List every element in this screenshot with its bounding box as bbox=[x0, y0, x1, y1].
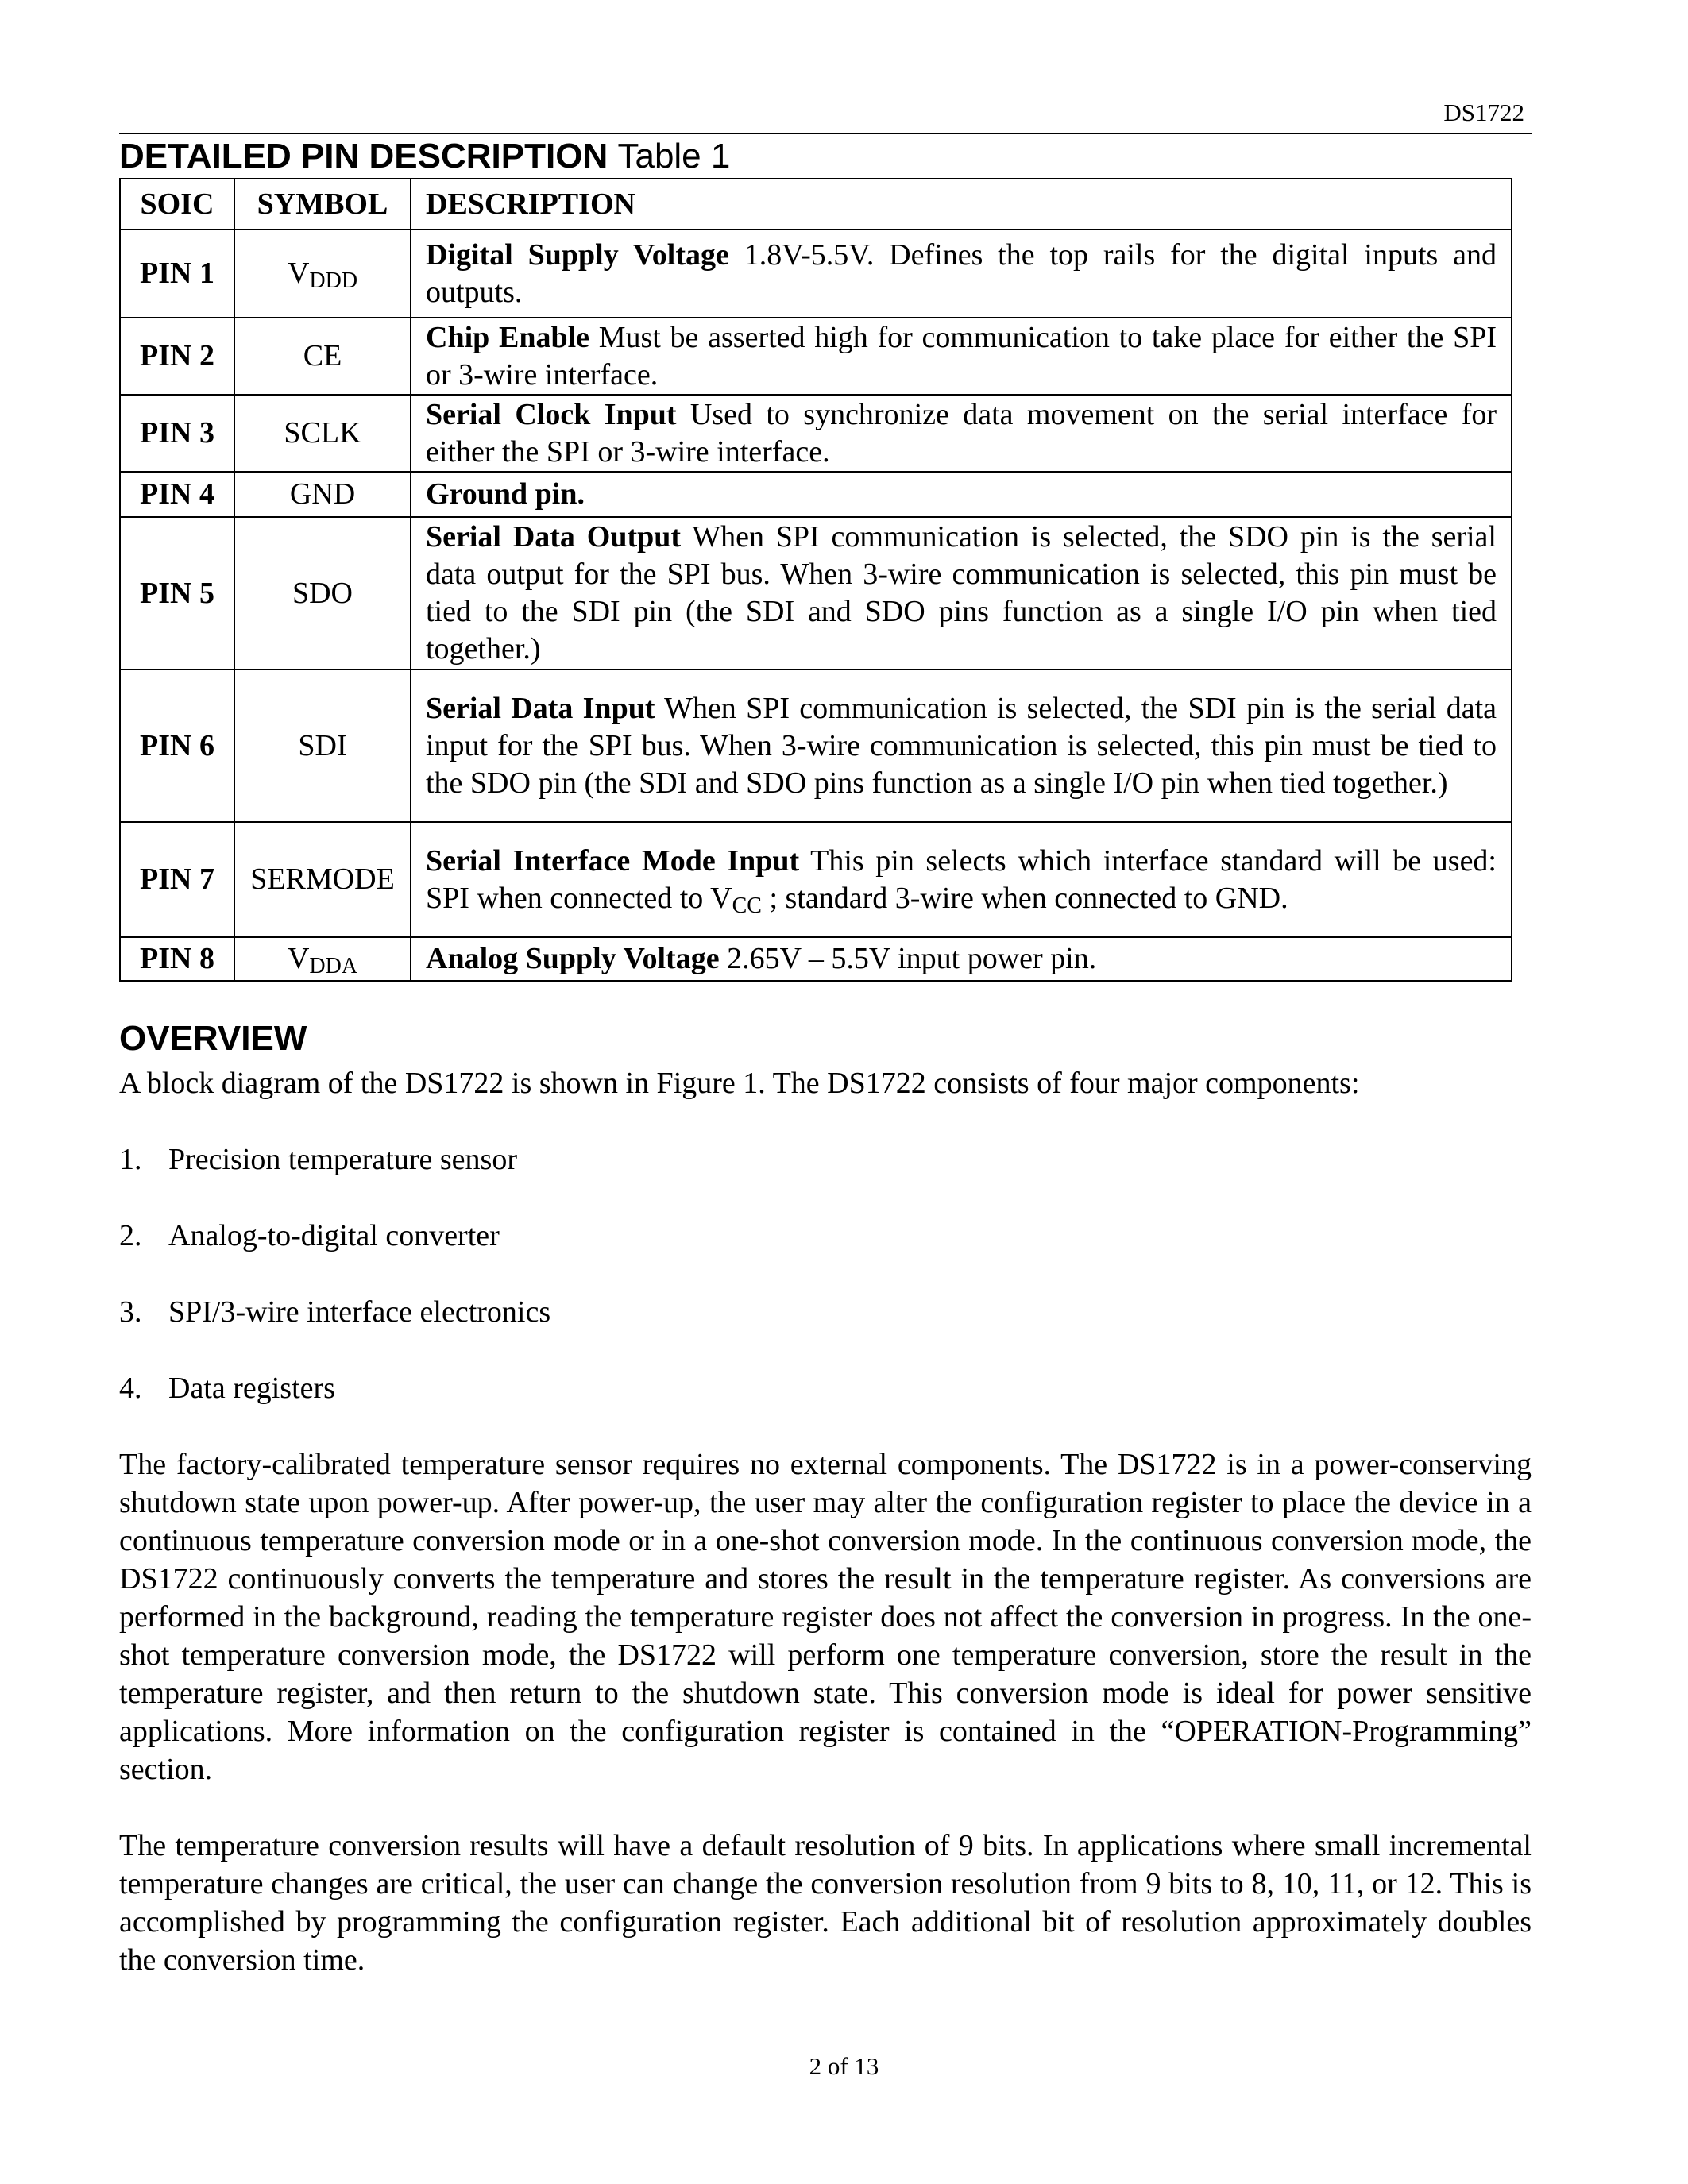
pin-symbol bbox=[234, 230, 411, 318]
description-text-continued: ; standard 3-wire when connected to GND. bbox=[761, 881, 1288, 915]
pin-symbol: SCLK bbox=[234, 395, 411, 472]
pin-description-table bbox=[119, 178, 1512, 982]
description-bold: Analog Supply Voltage bbox=[426, 942, 720, 975]
description-bold: Digital Supply Voltage bbox=[426, 237, 729, 272]
pin-number: PIN 3 bbox=[120, 395, 234, 472]
description-bold: Chip Enable bbox=[426, 320, 590, 354]
table-label: Table 1 bbox=[617, 137, 731, 176]
list-number: 1. bbox=[119, 1143, 142, 1176]
pin-symbol: GND bbox=[234, 472, 411, 517]
pin-description-title bbox=[119, 137, 730, 176]
column-header-soic: SOIC bbox=[120, 179, 234, 230]
column-header-symbol: SYMBOL bbox=[234, 179, 411, 230]
list-text: SPI/3-wire interface electronics bbox=[168, 1295, 551, 1329]
page-number: 2 of 13 bbox=[809, 2052, 879, 2080]
description-text: When SPI communication is selected, the SDI pin is the serial data input for the SPI bus. When 3-wire communication is selected, this pin must be tied to the SDO pin (the SDI and SDO pins function as a single I/O pin when tied together.) bbox=[426, 691, 1497, 800]
pin-description bbox=[411, 822, 1512, 937]
description-text: Used to synchronize data movement on the serial interface for either the SPI or 3-wire interface. bbox=[426, 397, 1497, 469]
pin-number: PIN 6 bbox=[120, 669, 234, 822]
pin-number: PIN 8 bbox=[120, 937, 234, 981]
description-bold: Ground pin. bbox=[426, 477, 585, 511]
pin-symbol: CE bbox=[234, 318, 411, 395]
overview-paragraph-2: The temperature conversion results will have a default resolution of 9 bits. In applications where small incremental temperature changes are critical, the user can change the conversion resolution from 9 bits to 8, 10, 11, or 12. This is accomplished by programming the configuration register. Each additional bit of resolution approximately doubles the conversion time. bbox=[119, 1829, 1532, 1977]
pin-symbol: SDO bbox=[234, 517, 411, 669]
table-row bbox=[120, 517, 1512, 669]
list-item bbox=[119, 1217, 500, 1255]
pin-description bbox=[411, 669, 1512, 822]
pin-number: PIN 1 bbox=[120, 230, 234, 318]
description-bold: Serial Data Output bbox=[426, 520, 682, 554]
description-subscript: CC bbox=[732, 893, 762, 918]
pin-description bbox=[411, 937, 1512, 981]
list-item bbox=[119, 1140, 517, 1179]
description-text: This pin selects which interface standard will be used: SPI when connected to V bbox=[426, 843, 1497, 915]
column-header-description: DESCRIPTION bbox=[411, 179, 1512, 230]
table-row bbox=[120, 822, 1512, 937]
table-row bbox=[120, 230, 1512, 318]
description-bold: Serial Interface Mode Input bbox=[426, 843, 800, 878]
symbol-subscript: DDD bbox=[309, 268, 358, 293]
description-text: 2.65V – 5.5V input power pin. bbox=[719, 942, 1097, 975]
description-bold: Serial Data Input bbox=[426, 691, 655, 725]
pin-number: PIN 2 bbox=[120, 318, 234, 395]
pin-number: PIN 4 bbox=[120, 472, 234, 517]
pin-description bbox=[411, 517, 1512, 669]
header-rule bbox=[119, 133, 1532, 134]
pin-description bbox=[411, 395, 1512, 472]
pin-symbol bbox=[234, 937, 411, 981]
description-text: Must be asserted high for communication to take place for either the SPI or 3-wire interface. bbox=[426, 320, 1497, 392]
list-number: 4. bbox=[119, 1372, 142, 1405]
overview-intro: A block diagram of the DS1722 is shown in Figure 1. The DS1722 consists of four major components: bbox=[119, 1067, 1360, 1100]
pin-description bbox=[411, 472, 1512, 517]
description-text: 1.8V-5.5V. Defines the top rails for the digital inputs and outputs. bbox=[426, 237, 1497, 309]
table-row bbox=[120, 472, 1512, 517]
pin-number: PIN 5 bbox=[120, 517, 234, 669]
pin-description bbox=[411, 318, 1512, 395]
description-text: When SPI communication is selected, the SDO pin is the serial data output for the SPI bus. When 3-wire communication is selected, this pin must be tied to the SDI pin (the SDI and SDO pins function as a single I/O pin when tied together.) bbox=[426, 520, 1497, 666]
pin-symbol: SERMODE bbox=[234, 822, 411, 937]
list-text: Data registers bbox=[168, 1372, 335, 1405]
pin-symbol: SDI bbox=[234, 669, 411, 822]
description-bold: Serial Clock Input bbox=[426, 397, 677, 431]
overview-title: OVERVIEW bbox=[119, 1019, 307, 1058]
symbol-subscript: DDA bbox=[309, 954, 358, 978]
symbol-main: V bbox=[287, 942, 310, 975]
table-row bbox=[120, 937, 1512, 981]
pin-description bbox=[411, 230, 1512, 318]
overview-paragraph-1: The factory-calibrated temperature sensor requires no external components. The DS1722 is in a power-conserving shutdown state upon power-up. After power-up, the user may alter the configuration register to place the device in a continuous temperature conversion mode or in a one-shot conversion mode. In the continuous conversion mode, the DS1722 continuously converts the temperature and stores the result in the temperature register. As conversions are performed in the background, reading the temperature register does not affect the conversion in progress. In the one-shot temperature conversion mode, the DS1722 will perform one temperature conversion, store the result in the temperature register, and then return to the shutdown state. This conversion mode is ideal for power sensitive applications. More information on the configuration register is contained in the “OPERATION-Programming” section. bbox=[119, 1448, 1532, 1786]
pin-description-heading: DETAILED PIN DESCRIPTION bbox=[119, 137, 608, 176]
pin-number: PIN 7 bbox=[120, 822, 234, 937]
symbol-main: V bbox=[287, 257, 310, 290]
table-row bbox=[120, 669, 1512, 822]
table-row bbox=[120, 318, 1512, 395]
table-header-row bbox=[120, 179, 1512, 230]
document-code: DS1722 bbox=[1443, 98, 1524, 126]
list-text: Analog-to-digital converter bbox=[168, 1219, 500, 1252]
list-text: Precision temperature sensor bbox=[168, 1143, 517, 1176]
list-number: 2. bbox=[119, 1219, 142, 1252]
list-item bbox=[119, 1369, 335, 1407]
table-row bbox=[120, 395, 1512, 472]
list-number: 3. bbox=[119, 1295, 142, 1329]
list-item bbox=[119, 1293, 550, 1331]
